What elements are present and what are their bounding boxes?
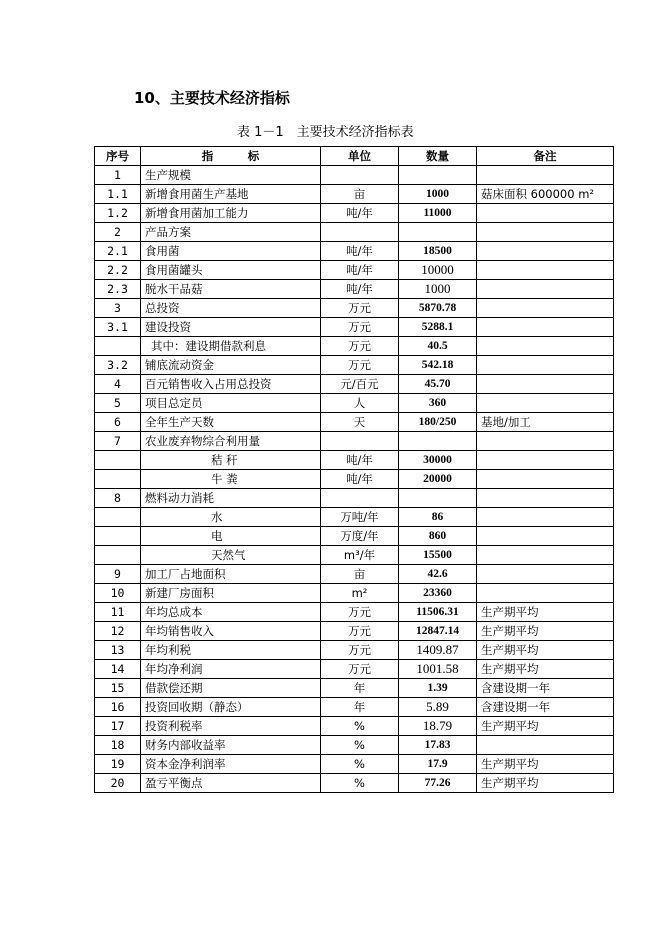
row-unit: [321, 432, 399, 451]
row-note: [477, 527, 614, 546]
table-row: [95, 508, 614, 527]
table-row: [95, 375, 614, 394]
section-heading: 10、主要技术经济指标: [134, 89, 290, 107]
row-note: [477, 337, 614, 356]
row-note: [477, 546, 614, 565]
row-number: [95, 470, 141, 489]
row-quantity: 12847.14: [399, 622, 477, 641]
table-row: [95, 698, 614, 717]
row-note: [477, 432, 614, 451]
row-unit: %: [321, 717, 399, 736]
row-quantity: 18500: [399, 242, 477, 261]
row-indicator: 投资利税率: [141, 717, 321, 736]
row-indicator: 食用菌: [141, 242, 321, 261]
row-note: [477, 375, 614, 394]
row-number: [95, 546, 141, 565]
row-indicator: 年均利税: [141, 641, 321, 660]
row-indicator: 水: [141, 508, 321, 527]
row-quantity: 360: [399, 394, 477, 413]
row-indicator: 总投资: [141, 299, 321, 318]
row-note: [477, 318, 614, 337]
row-number: 2.2: [95, 261, 141, 280]
row-unit: %: [321, 736, 399, 755]
row-number: 5: [95, 394, 141, 413]
row-note: [477, 261, 614, 280]
row-number: 2.3: [95, 280, 141, 299]
row-number: 18: [95, 736, 141, 755]
table-title: 表 1－1 主要技术经济指标表: [237, 125, 414, 140]
row-unit: m³/年: [321, 546, 399, 565]
row-indicator: 资本金净利润率: [141, 755, 321, 774]
row-unit: 吨/年: [321, 451, 399, 470]
header-note: 备注: [477, 147, 614, 166]
table-row: [95, 660, 614, 679]
row-number: 1: [95, 166, 141, 185]
row-indicator: 产品方案: [141, 223, 321, 242]
row-number: 3.1: [95, 318, 141, 337]
table-row: [95, 584, 614, 603]
row-quantity: 77.26: [399, 774, 477, 793]
row-indicator: 新增食用菌生产基地: [141, 185, 321, 204]
row-quantity: 1.39: [399, 679, 477, 698]
table-row: [95, 204, 614, 223]
row-unit: [321, 166, 399, 185]
row-unit: 年: [321, 679, 399, 698]
table-row: [95, 603, 614, 622]
row-quantity: 180/250: [399, 413, 477, 432]
row-indicator: 食用菌罐头: [141, 261, 321, 280]
row-indicator: 铺底流动资金: [141, 356, 321, 375]
table-row: [95, 565, 614, 584]
row-number: 6: [95, 413, 141, 432]
row-quantity: 18.79: [399, 717, 477, 736]
row-quantity: 5.89: [399, 698, 477, 717]
row-number: [95, 451, 141, 470]
row-indicator: 脱水干品菇: [141, 280, 321, 299]
table-row: [95, 622, 614, 641]
row-indicator: 项目总定员: [141, 394, 321, 413]
row-quantity: [399, 432, 477, 451]
row-indicator: 新增食用菌加工能力: [141, 204, 321, 223]
row-note: [477, 223, 614, 242]
row-note: [477, 508, 614, 527]
row-note: 生产期平均: [477, 641, 614, 660]
row-quantity: 5870.78: [399, 299, 477, 318]
row-indicator: 生产规模: [141, 166, 321, 185]
row-quantity: 11506.31: [399, 603, 477, 622]
row-unit: 天: [321, 413, 399, 432]
table-row: [95, 489, 614, 508]
row-note: [477, 204, 614, 223]
row-note: [477, 736, 614, 755]
row-indicator: 新建厂房面积: [141, 584, 321, 603]
row-number: 2: [95, 223, 141, 242]
row-indicator: 天然气: [141, 546, 321, 565]
table-row: [95, 299, 614, 318]
row-unit: 吨/年: [321, 280, 399, 299]
row-note: 生产期平均: [477, 717, 614, 736]
table-row: [95, 413, 614, 432]
row-quantity: 11000: [399, 204, 477, 223]
row-unit: 吨/年: [321, 204, 399, 223]
row-number: 20: [95, 774, 141, 793]
row-indicator: 财务内部收益率: [141, 736, 321, 755]
row-unit: m²: [321, 584, 399, 603]
row-number: [95, 527, 141, 546]
row-number: 3: [95, 299, 141, 318]
row-note: [477, 280, 614, 299]
row-note: 生产期平均: [477, 774, 614, 793]
row-indicator: 年均销售收入: [141, 622, 321, 641]
row-number: 17: [95, 717, 141, 736]
row-quantity: [399, 223, 477, 242]
row-unit: 万元: [321, 603, 399, 622]
row-number: [95, 337, 141, 356]
row-note: 菇床面积 600000 m²: [477, 185, 614, 204]
table-row: [95, 261, 614, 280]
table-row: [95, 451, 614, 470]
row-note: [477, 166, 614, 185]
table-header-row: [95, 147, 614, 166]
row-note: 含建设期一年: [477, 679, 614, 698]
row-indicator: 盈亏平衡点: [141, 774, 321, 793]
row-indicator: 加工厂占地面积: [141, 565, 321, 584]
row-unit: 万元: [321, 356, 399, 375]
row-unit: 万度/年: [321, 527, 399, 546]
row-unit: 万元: [321, 299, 399, 318]
table-row: [95, 356, 614, 375]
metrics-table: [94, 146, 614, 793]
row-unit: 万元: [321, 622, 399, 641]
row-quantity: 1409.87: [399, 641, 477, 660]
row-quantity: 860: [399, 527, 477, 546]
table-row: [95, 318, 614, 337]
row-unit: %: [321, 774, 399, 793]
row-unit: 万元: [321, 318, 399, 337]
table-row: [95, 432, 614, 451]
row-unit: 元/百元: [321, 375, 399, 394]
row-quantity: [399, 166, 477, 185]
row-note: 生产期平均: [477, 660, 614, 679]
row-quantity: 542.18: [399, 356, 477, 375]
row-number: 14: [95, 660, 141, 679]
row-note: 基地/加工: [477, 413, 614, 432]
row-note: [477, 489, 614, 508]
row-quantity: 23360: [399, 584, 477, 603]
row-quantity: 17.83: [399, 736, 477, 755]
row-indicator: 年均净利润: [141, 660, 321, 679]
row-indicator: 其中：建设期借款利息: [141, 337, 321, 356]
row-number: 1.2: [95, 204, 141, 223]
row-indicator: 农业废弃物综合利用量: [141, 432, 321, 451]
row-indicator: 秸 秆: [141, 451, 321, 470]
row-note: [477, 470, 614, 489]
row-indicator: 全年生产天数: [141, 413, 321, 432]
table-row: [95, 717, 614, 736]
header-indicator: 指 标: [141, 147, 321, 166]
table-row: [95, 679, 614, 698]
row-note: [477, 394, 614, 413]
row-quantity: 20000: [399, 470, 477, 489]
row-note: [477, 565, 614, 584]
row-indicator: 年均总成本: [141, 603, 321, 622]
table-row: [95, 736, 614, 755]
row-note: [477, 299, 614, 318]
table-row: [95, 242, 614, 261]
table-row: [95, 527, 614, 546]
row-unit: 万吨/年: [321, 508, 399, 527]
table-row: [95, 337, 614, 356]
row-quantity: 45.70: [399, 375, 477, 394]
row-quantity: 10000: [399, 261, 477, 280]
row-quantity: 15500: [399, 546, 477, 565]
row-quantity: 30000: [399, 451, 477, 470]
row-number: 11: [95, 603, 141, 622]
row-quantity: 86: [399, 508, 477, 527]
table-row: [95, 546, 614, 565]
row-number: 2.1: [95, 242, 141, 261]
row-unit: [321, 489, 399, 508]
row-quantity: 17.9: [399, 755, 477, 774]
row-note: 含建设期一年: [477, 698, 614, 717]
header-unit: 单位: [321, 147, 399, 166]
row-unit: 年: [321, 698, 399, 717]
row-quantity: 40.5: [399, 337, 477, 356]
row-quantity: 5288.1: [399, 318, 477, 337]
row-note: [477, 451, 614, 470]
row-unit: 吨/年: [321, 261, 399, 280]
table-row: [95, 394, 614, 413]
row-note: 生产期平均: [477, 622, 614, 641]
row-note: 生产期平均: [477, 603, 614, 622]
row-note: 生产期平均: [477, 755, 614, 774]
row-quantity: [399, 489, 477, 508]
row-unit: 亩: [321, 565, 399, 584]
row-number: 13: [95, 641, 141, 660]
header-no: 序号: [95, 147, 141, 166]
row-number: 12: [95, 622, 141, 641]
table-row: [95, 223, 614, 242]
row-note: [477, 242, 614, 261]
row-indicator: 建设投资: [141, 318, 321, 337]
row-number: 15: [95, 679, 141, 698]
table-row: [95, 470, 614, 489]
row-unit: 万元: [321, 337, 399, 356]
row-indicator: 借款偿还期: [141, 679, 321, 698]
row-number: [95, 508, 141, 527]
row-unit: 亩: [321, 185, 399, 204]
table-row: [95, 774, 614, 793]
row-unit: 万元: [321, 660, 399, 679]
row-unit: 万元: [321, 641, 399, 660]
table-row: [95, 755, 614, 774]
row-note: [477, 356, 614, 375]
row-quantity: 1000: [399, 280, 477, 299]
row-quantity: 1001.58: [399, 660, 477, 679]
row-unit: 吨/年: [321, 242, 399, 261]
row-unit: %: [321, 755, 399, 774]
table-row: [95, 280, 614, 299]
row-note: [477, 584, 614, 603]
row-unit: [321, 223, 399, 242]
row-number: 8: [95, 489, 141, 508]
row-number: 7: [95, 432, 141, 451]
row-unit: 吨/年: [321, 470, 399, 489]
row-number: 19: [95, 755, 141, 774]
table-body: [95, 166, 614, 793]
row-indicator: 燃料动力消耗: [141, 489, 321, 508]
row-number: 4: [95, 375, 141, 394]
table-row: [95, 166, 614, 185]
row-indicator: 牛 粪: [141, 470, 321, 489]
row-indicator: 百元销售收入占用总投资: [141, 375, 321, 394]
row-number: 10: [95, 584, 141, 603]
table-row: [95, 185, 614, 204]
row-number: 9: [95, 565, 141, 584]
row-indicator: 电: [141, 527, 321, 546]
row-number: 1.1: [95, 185, 141, 204]
row-number: 16: [95, 698, 141, 717]
header-quantity: 数量: [399, 147, 477, 166]
table-row: [95, 641, 614, 660]
row-number: 3.2: [95, 356, 141, 375]
row-quantity: 1000: [399, 185, 477, 204]
row-indicator: 投资回收期（静态）: [141, 698, 321, 717]
row-quantity: 42.6: [399, 565, 477, 584]
row-unit: 人: [321, 394, 399, 413]
